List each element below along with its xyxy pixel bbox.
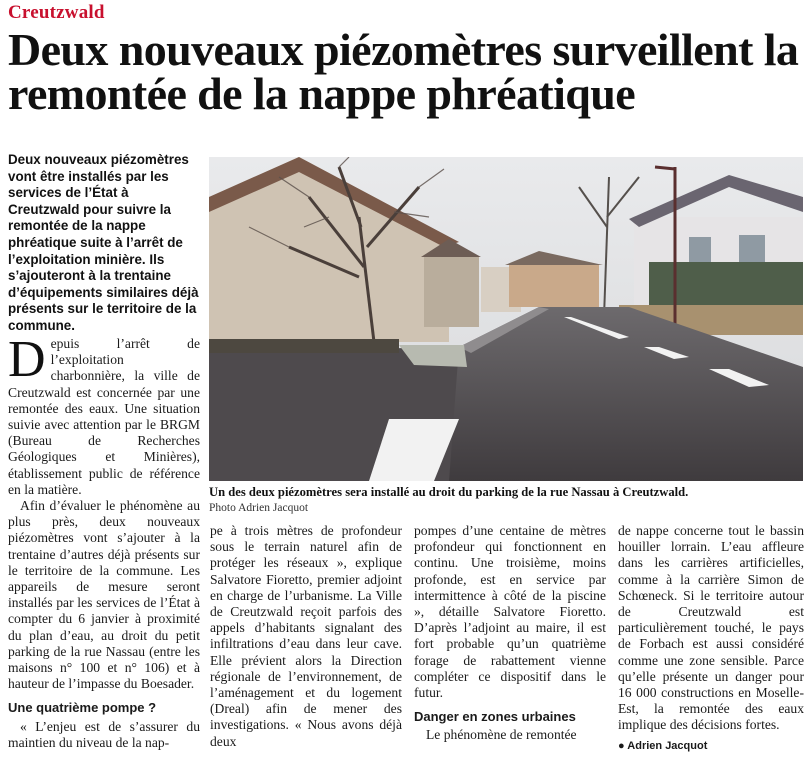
headline: Deux nouveaux piézomètres surveillent la remontée de la nappe phréatique <box>8 24 799 119</box>
paragraph-4-part-2: de nappe concerne tout le bassin houiller lorrain. L’eau affleure dans les carrières artificielles, comme à la carrière Simon de Schœneck. Si le territoire autour de Creutzwald est particulièrement touché, le pays de Forbach est aussi considéré comme une zone sensible. Parce qu’elle présente un danger pour 16 000 constructions en Moselle-Est, la remontée des eaux implique des décisions fortes. <box>618 523 804 733</box>
chapo: Deux nouveaux piézomètres vont être installés par les services de l’État à Creutzwald pour suivre la remontée de la nappe phréatique suite à l’arrêt de l’exploitation minière. Ils s’ajouteront à la trentaine d’équipements similaires déjà présents sur le territoire de la commune. <box>8 152 199 333</box>
paragraph-3-part-3: pompes d’une centaine de mètres profondeur qui fonctionnent en continu. Une troisième, moins profonde, est en service par intermittence à côté de la piscine », détaille Salvatore Fioretto. D’après l’adjoint au maire, il est fort probable qu’un quatrième forage de rabattement vienne compléter ce dispositif dans le futur. <box>414 523 606 701</box>
dropcap: D <box>8 336 46 388</box>
photo-credit: Photo Adrien Jacquot <box>209 502 309 514</box>
body-column-2 <box>210 523 402 765</box>
street-photo-image <box>209 157 803 481</box>
body-column-1 <box>8 336 200 764</box>
paragraph-3-part-2: pe à trois mètres de profondeur sous le terrain naturel afin de protéger les réseaux », explique Salvatore Fioretto, premier adjoint en charge de l’urbanisme. La Ville de Creutzwald reçoit parfois des appels d’habitants signalant des infiltrations d’eau dans leur cave. Elle prévient alors la Direction régionale de l’environnement, de l’aménagement et du logement (Dreal) afin de mener des investigations. « Nous avons déjà deux <box>210 523 402 749</box>
paragraph-1: Depuis l’arrêt de l’exploitation charbonnière, la ville de Creutzwald est concernée par une remontée des eaux. Une situation suivie avec attention par le BRGM (Bureau de Recherches Géologiques et Minières), établissement public de référence en la matière. <box>8 336 200 497</box>
body-column-3 <box>414 523 606 765</box>
photo-caption: Un des deux piézomètres sera installé au droit du parking de la rue Nassau à Creutzwald. <box>209 485 689 499</box>
paragraph-4-start: Le phénomène de remontée <box>426 727 577 743</box>
kicker: Creutzwald <box>8 2 105 23</box>
body-column-4 <box>618 523 804 765</box>
intertitle-pompe: Une quatrième pompe ? <box>8 700 157 716</box>
street-photo <box>209 157 803 481</box>
paragraph-2: Afin d’évaluer le phénomène au plus près, deux nouveaux piézomètres vont s’ajouter à la trentaine d’autres déjà présents sur le territoire de la commune. Les appareils de mesure seront installés par les services de l’État à compter du 6 janvier à proximité du plan d’eau, au droit du petit parking de la rue Nassau (entre les maisons n° 100 et n° 106) et à hauteur de l’impasse du Boesader. <box>8 498 200 692</box>
intertitle-danger: Danger en zones urbaines <box>414 709 576 725</box>
paragraph-3-start: « L’enjeu est de s’assurer du maintien du niveau de la nap- <box>8 718 200 750</box>
signature: ● Adrien Jacquot <box>618 739 708 752</box>
